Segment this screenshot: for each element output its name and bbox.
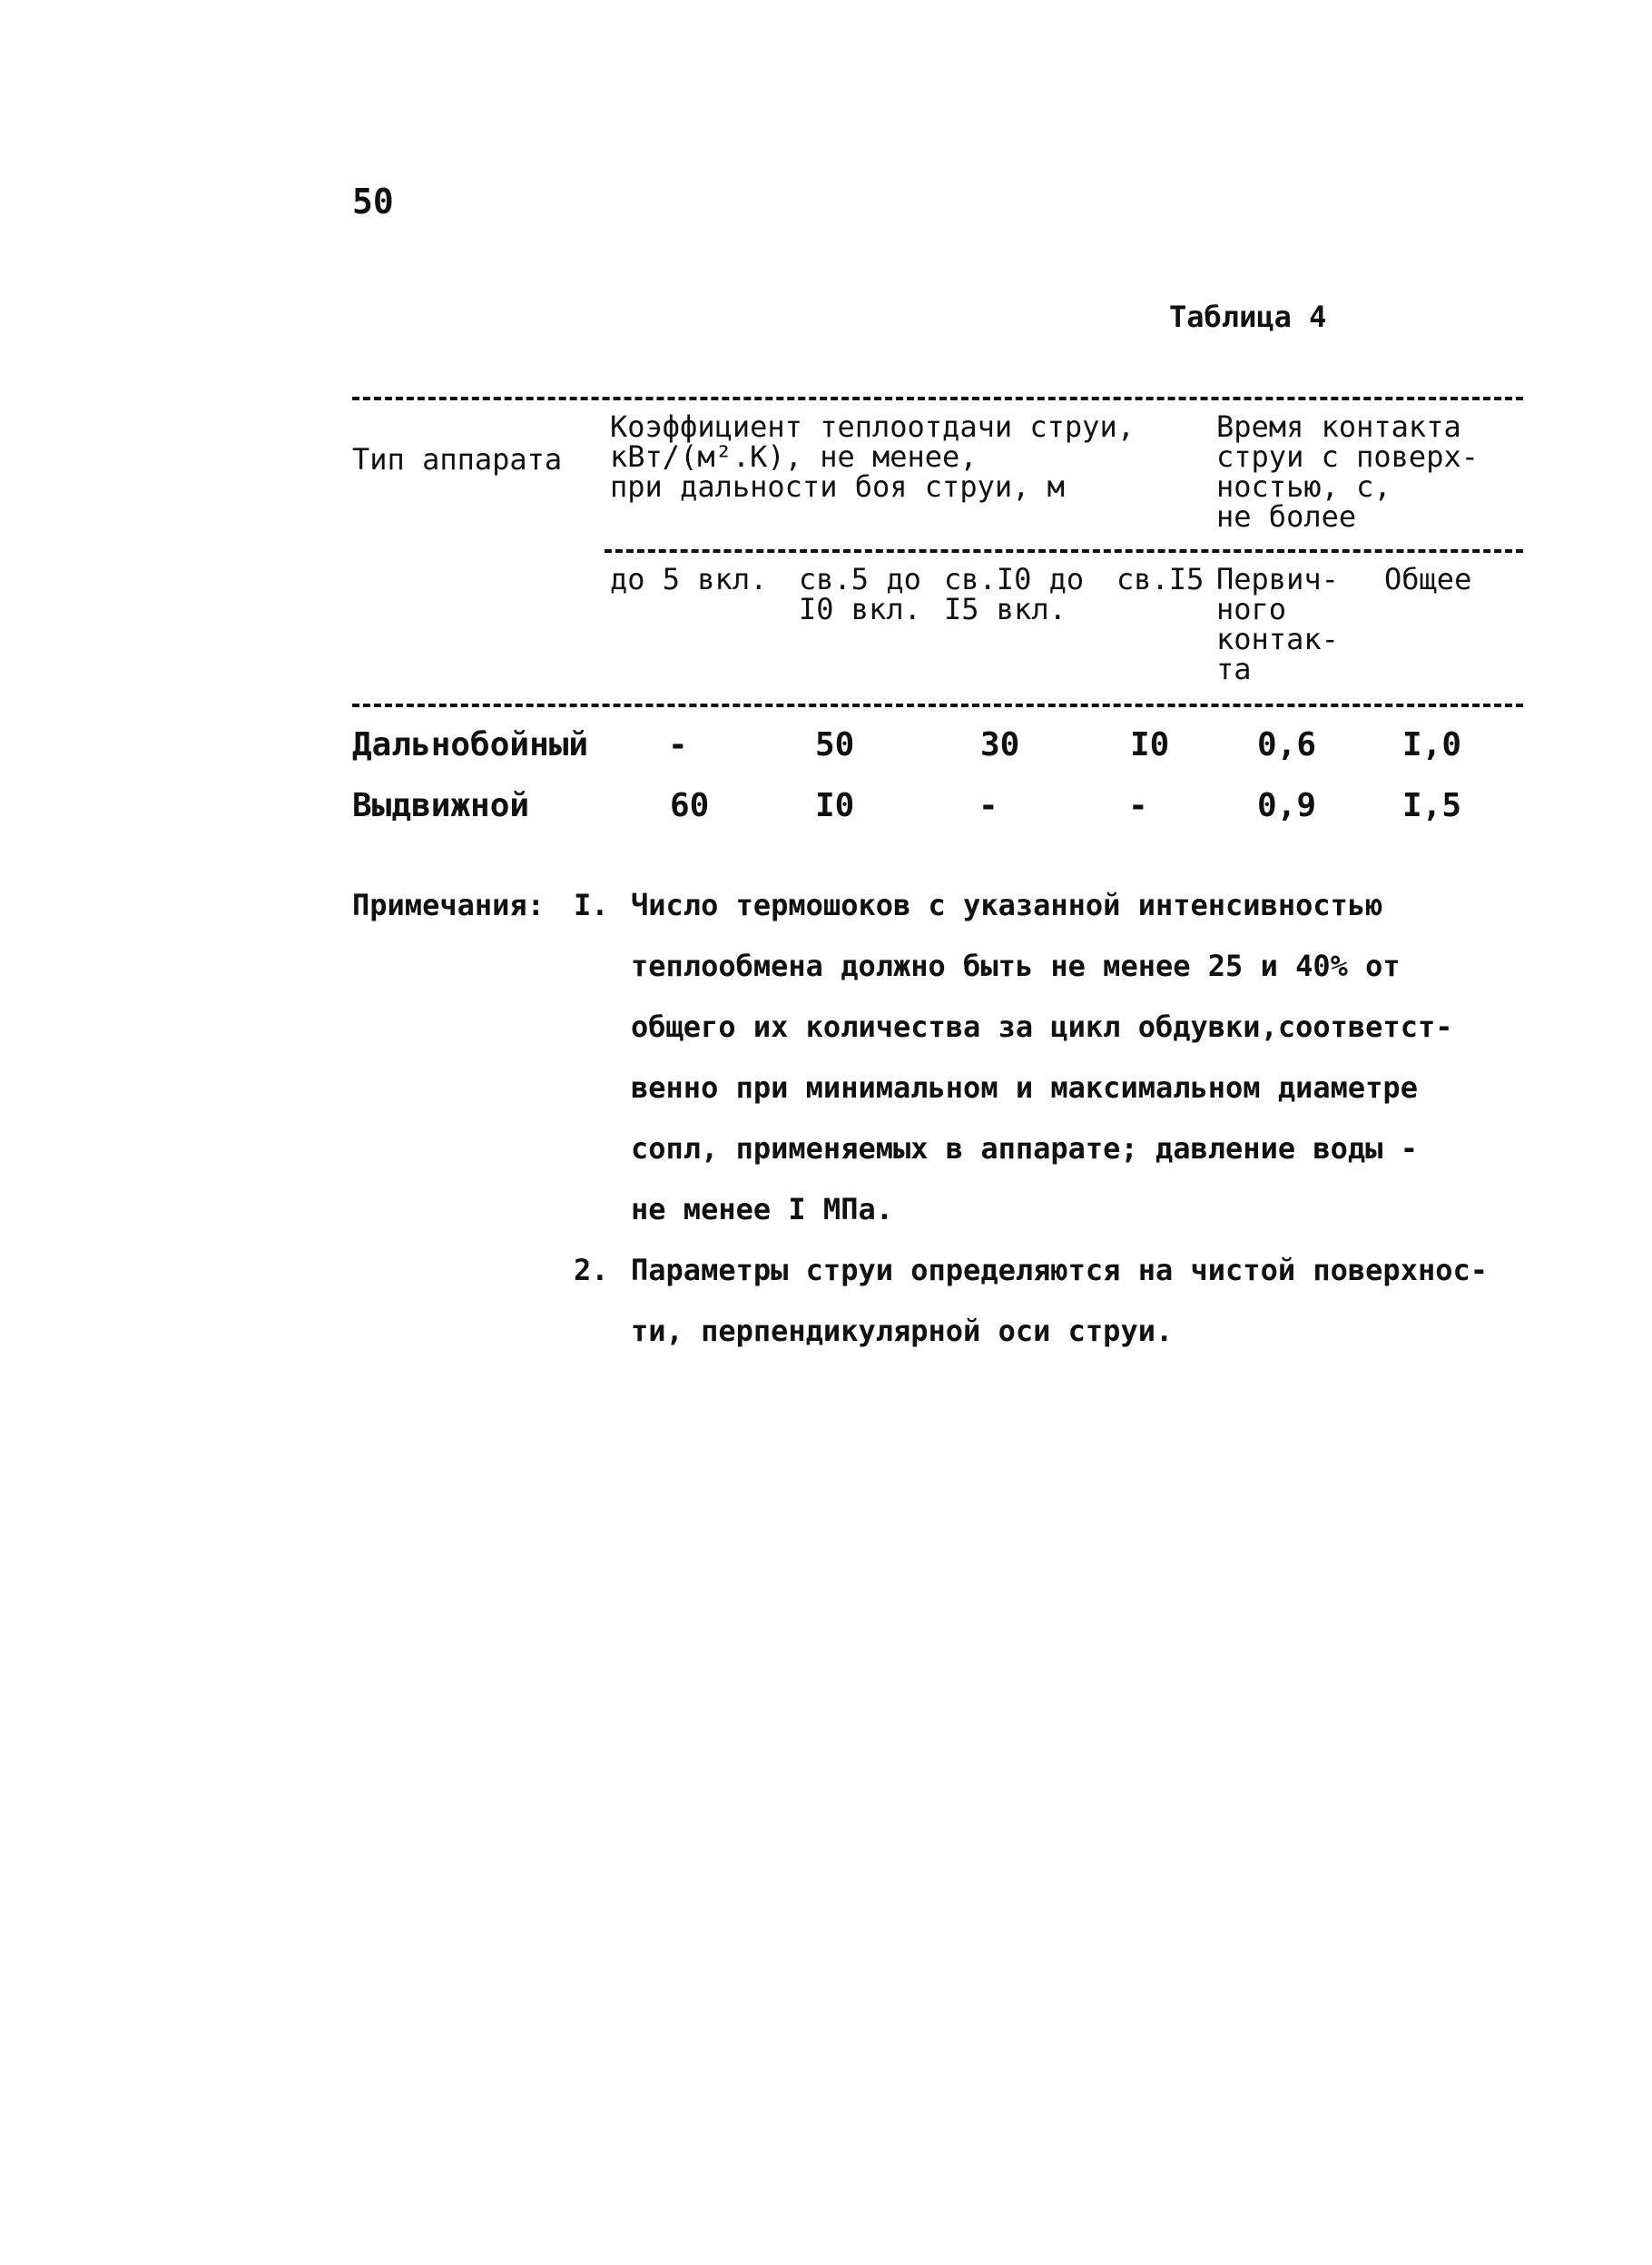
note-line: теплообмена должно быть не менее 25 и 40% от: [631, 949, 1401, 983]
table-sub-rule: [605, 549, 1523, 553]
subheader-up-to-5: до 5 вкл.: [610, 562, 768, 596]
subheader-first-contact: Первич- ного контак- та: [1216, 562, 1339, 686]
subheader-5-to-10: св.5 до I0 вкл.: [799, 562, 921, 626]
note-line: сопл, применяемых в аппарате; давление воды -: [631, 1131, 1418, 1166]
row-value: 30: [980, 726, 1020, 763]
table-top-rule: [352, 397, 1523, 400]
note-line: Число термошоков с указанной интенсивностью: [631, 888, 1383, 922]
row-value: 60: [670, 787, 710, 824]
row-value: 0,6: [1257, 726, 1317, 763]
row-value: -: [978, 787, 998, 824]
row-type: Дальнобойный: [352, 726, 589, 763]
note-line: ти, перпендикулярной оси струи.: [631, 1314, 1174, 1348]
table-title: Таблица 4: [1169, 300, 1327, 334]
note-number: 2.: [574, 1253, 609, 1287]
header-contact-time: Время контакта струи с поверх- ностью, с, не более: [1216, 409, 1479, 534]
note-line: венно при минимальном и максимальном диаметре: [631, 1070, 1418, 1105]
row-value: 50: [815, 726, 855, 763]
note-line: Параметры струи определяются на чистой поверхнос-: [631, 1253, 1489, 1287]
notes-label: Примечания:: [352, 888, 545, 922]
row-value: I,5: [1402, 787, 1462, 824]
subheader-over-15: св.I5: [1116, 562, 1205, 596]
row-value: -: [668, 726, 688, 763]
row-type: Выдвижной: [352, 787, 530, 824]
page-number: 50: [352, 182, 394, 222]
header-heat-transfer-coefficient: Коэффициент теплоотдачи струи, кВт/(м².К), не менее, при дальности боя струи, м: [610, 409, 1135, 504]
note-line: общего их количества за цикл обдувки,соответст-: [631, 1009, 1453, 1044]
header-type-of-apparatus: Тип аппарата: [352, 442, 563, 477]
row-value: -: [1128, 787, 1148, 824]
row-value: I0: [1130, 726, 1170, 763]
subheader-10-to-15: св.I0 до I5 вкл.: [944, 562, 1085, 626]
row-value: 0,9: [1257, 787, 1317, 824]
table-header-bottom-rule: [352, 704, 1523, 707]
row-value: I0: [815, 787, 855, 824]
row-value: I,0: [1402, 726, 1462, 763]
subheader-total: Общее: [1384, 562, 1472, 596]
note-line: не менее I МПа.: [631, 1192, 893, 1226]
note-number: I.: [574, 888, 609, 922]
